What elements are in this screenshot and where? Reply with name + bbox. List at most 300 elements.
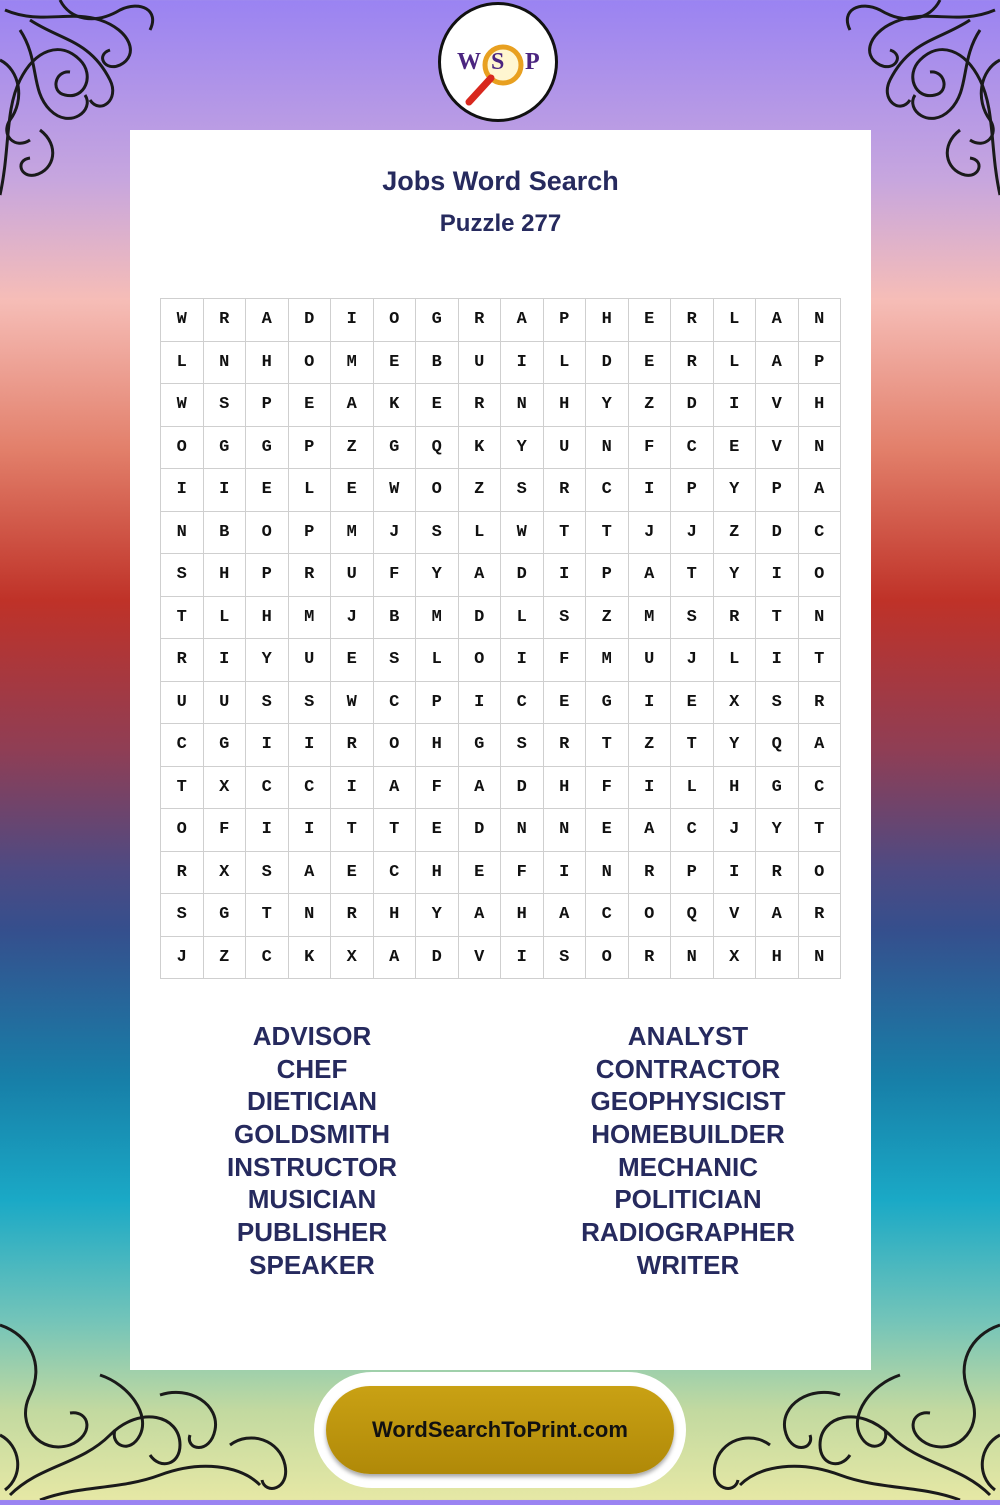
grid-cell[interactable]: Z <box>628 724 671 767</box>
grid-cell[interactable]: W <box>331 681 374 724</box>
grid-cell[interactable]: R <box>331 724 374 767</box>
grid-cell[interactable]: L <box>203 596 246 639</box>
letter-grid <box>160 298 841 979</box>
grid-cell[interactable]: E <box>331 851 374 894</box>
grid-cell[interactable]: P <box>416 681 459 724</box>
grid-cell[interactable]: A <box>756 894 799 937</box>
grid-cell[interactable]: E <box>331 469 374 512</box>
grid-cell[interactable]: J <box>713 809 756 852</box>
grid-cell[interactable]: Y <box>416 554 459 597</box>
site-logo[interactable] <box>438 2 558 122</box>
grid-cell[interactable]: C <box>671 809 714 852</box>
grid-cell[interactable]: R <box>628 936 671 979</box>
grid-row <box>161 724 841 767</box>
grid-cell[interactable]: H <box>543 384 586 427</box>
word-list-item: PUBLISHER <box>236 1217 388 1248</box>
grid-cell[interactable]: G <box>246 426 289 469</box>
grid-cell[interactable]: Z <box>458 469 501 512</box>
grid-cell[interactable]: P <box>288 426 331 469</box>
grid-cell[interactable]: P <box>246 554 289 597</box>
grid-cell[interactable]: E <box>586 809 629 852</box>
grid-cell[interactable]: R <box>458 299 501 342</box>
grid-cell[interactable]: A <box>798 724 841 767</box>
grid-row <box>161 809 841 852</box>
grid-cell[interactable]: D <box>288 299 331 342</box>
grid-cell[interactable]: T <box>543 511 586 554</box>
grid-cell[interactable]: F <box>543 639 586 682</box>
grid-cell[interactable]: N <box>798 596 841 639</box>
grid-cell[interactable]: O <box>586 936 629 979</box>
grid-cell[interactable]: I <box>501 936 544 979</box>
grid-cell[interactable]: J <box>628 511 671 554</box>
grid-cell[interactable]: Y <box>756 809 799 852</box>
grid-cell[interactable]: L <box>161 341 204 384</box>
grid-cell[interactable]: I <box>288 724 331 767</box>
grid-cell[interactable]: L <box>543 341 586 384</box>
grid-cell[interactable]: B <box>203 511 246 554</box>
grid-cell[interactable]: J <box>373 511 416 554</box>
grid-cell[interactable]: I <box>501 341 544 384</box>
grid-cell[interactable]: R <box>458 384 501 427</box>
grid-cell[interactable]: Z <box>713 511 756 554</box>
grid-cell[interactable]: N <box>501 809 544 852</box>
word-list-item: SPEAKER <box>249 1249 375 1280</box>
grid-cell[interactable]: U <box>288 639 331 682</box>
grid-cell[interactable]: J <box>671 639 714 682</box>
grid-cell[interactable]: E <box>628 341 671 384</box>
grid-cell[interactable]: A <box>543 894 586 937</box>
grid-cell[interactable]: R <box>161 851 204 894</box>
grid-row <box>161 766 841 809</box>
grid-cell[interactable]: A <box>756 341 799 384</box>
site-link-button[interactable] <box>326 1386 674 1474</box>
grid-cell[interactable]: S <box>246 681 289 724</box>
grid-cell[interactable]: P <box>756 469 799 512</box>
grid-row <box>161 426 841 469</box>
grid-cell[interactable]: V <box>458 936 501 979</box>
grid-cell[interactable]: D <box>756 511 799 554</box>
logo-letter-s: S <box>491 49 505 75</box>
grid-row <box>161 596 841 639</box>
grid-cell[interactable]: A <box>288 851 331 894</box>
grid-cell[interactable]: S <box>501 469 544 512</box>
grid-cell[interactable]: I <box>756 554 799 597</box>
grid-cell[interactable]: A <box>373 766 416 809</box>
word-list-item: DIETICIAN <box>247 1086 377 1117</box>
grid-cell[interactable]: L <box>713 341 756 384</box>
grid-cell[interactable]: E <box>458 851 501 894</box>
grid-cell[interactable]: E <box>373 341 416 384</box>
grid-cell[interactable]: X <box>203 766 246 809</box>
grid-cell[interactable]: E <box>628 299 671 342</box>
grid-cell[interactable]: O <box>288 341 331 384</box>
grid-cell[interactable]: C <box>798 511 841 554</box>
grid-cell[interactable]: F <box>416 766 459 809</box>
grid-cell[interactable]: D <box>458 596 501 639</box>
grid-cell[interactable]: Q <box>416 426 459 469</box>
grid-cell[interactable]: A <box>628 809 671 852</box>
grid-cell[interactable]: U <box>458 341 501 384</box>
grid-cell[interactable]: I <box>501 639 544 682</box>
grid-cell[interactable]: O <box>373 724 416 767</box>
grid-cell[interactable]: C <box>288 766 331 809</box>
grid-cell[interactable]: V <box>713 894 756 937</box>
grid-cell[interactable]: Y <box>246 639 289 682</box>
grid-cell[interactable]: K <box>458 426 501 469</box>
grid-cell[interactable]: W <box>161 384 204 427</box>
grid-cell[interactable]: C <box>373 851 416 894</box>
grid-row <box>161 894 841 937</box>
grid-cell[interactable]: A <box>458 894 501 937</box>
grid-row <box>161 341 841 384</box>
grid-cell[interactable]: A <box>373 936 416 979</box>
grid-cell[interactable]: N <box>671 936 714 979</box>
puzzle-number: Puzzle 277 <box>439 210 562 237</box>
word-list-item: CONTRACTOR <box>595 1053 781 1084</box>
grid-cell[interactable]: T <box>331 809 374 852</box>
grid-cell[interactable]: S <box>416 511 459 554</box>
logo-letter-w: W <box>457 49 481 75</box>
grid-cell[interactable]: P <box>586 554 629 597</box>
grid-cell[interactable]: S <box>203 384 246 427</box>
grid-cell[interactable]: A <box>458 554 501 597</box>
grid-cell[interactable]: F <box>203 809 246 852</box>
site-link-label: WordSearchToPrint.com <box>372 1417 628 1442</box>
grid-cell[interactable]: H <box>246 596 289 639</box>
grid-cell[interactable]: T <box>586 724 629 767</box>
grid-cell[interactable]: G <box>373 426 416 469</box>
grid-cell[interactable]: T <box>161 596 204 639</box>
grid-cell[interactable]: H <box>501 894 544 937</box>
grid-cell[interactable]: X <box>713 681 756 724</box>
grid-cell[interactable]: F <box>501 851 544 894</box>
word-list-item: INSTRUCTOR <box>227 1151 397 1182</box>
grid-cell[interactable]: H <box>373 894 416 937</box>
grid-cell[interactable]: E <box>671 681 714 724</box>
grid-cell[interactable]: P <box>798 341 841 384</box>
grid-cell[interactable]: S <box>671 596 714 639</box>
grid-cell[interactable]: S <box>246 851 289 894</box>
grid-cell[interactable]: E <box>331 639 374 682</box>
word-list-item: GEOPHYSICIST <box>590 1086 786 1117</box>
grid-cell[interactable]: T <box>246 894 289 937</box>
logo-letter-p: P <box>525 49 540 75</box>
grid-cell[interactable]: P <box>246 384 289 427</box>
grid-cell[interactable]: F <box>628 426 671 469</box>
grid-cell[interactable]: N <box>203 341 246 384</box>
grid-cell[interactable]: C <box>501 681 544 724</box>
grid-cell[interactable]: P <box>671 469 714 512</box>
grid-row <box>161 681 841 724</box>
grid-cell[interactable]: A <box>458 766 501 809</box>
grid-cell[interactable]: L <box>288 469 331 512</box>
grid-cell[interactable]: Z <box>203 936 246 979</box>
grid-cell[interactable]: U <box>543 426 586 469</box>
grid-cell[interactable]: I <box>628 766 671 809</box>
grid-cell[interactable]: I <box>756 639 799 682</box>
grid-cell[interactable]: R <box>543 724 586 767</box>
grid-cell[interactable]: C <box>671 426 714 469</box>
grid-cell[interactable]: E <box>713 426 756 469</box>
grid-cell[interactable]: T <box>373 809 416 852</box>
grid-cell[interactable]: G <box>203 426 246 469</box>
grid-cell[interactable]: C <box>586 469 629 512</box>
grid-cell[interactable]: I <box>628 681 671 724</box>
grid-cell[interactable]: C <box>798 766 841 809</box>
grid-row <box>161 384 841 427</box>
grid-cell[interactable]: H <box>798 384 841 427</box>
grid-cell[interactable]: P <box>671 851 714 894</box>
grid-cell[interactable]: K <box>373 384 416 427</box>
grid-cell[interactable]: X <box>713 936 756 979</box>
grid-cell[interactable]: Q <box>756 724 799 767</box>
grid-row <box>161 554 841 597</box>
grid-cell[interactable]: M <box>331 341 374 384</box>
grid-cell[interactable]: I <box>628 469 671 512</box>
grid-cell[interactable]: A <box>331 384 374 427</box>
word-list-item: ADVISOR <box>252 1021 372 1051</box>
grid-cell[interactable]: I <box>203 639 246 682</box>
grid-cell[interactable]: N <box>798 299 841 342</box>
grid-cell[interactable]: Q <box>671 894 714 937</box>
grid-cell[interactable]: H <box>756 936 799 979</box>
grid-cell[interactable]: Y <box>416 894 459 937</box>
grid-cell[interactable]: D <box>416 936 459 979</box>
grid-cell[interactable]: N <box>586 426 629 469</box>
grid-cell[interactable]: E <box>246 469 289 512</box>
grid-cell[interactable]: O <box>798 851 841 894</box>
grid-cell[interactable]: K <box>288 936 331 979</box>
grid-cell[interactable]: T <box>798 809 841 852</box>
grid-cell[interactable]: T <box>161 766 204 809</box>
grid-cell[interactable]: R <box>671 341 714 384</box>
grid-cell[interactable]: S <box>161 554 204 597</box>
grid-cell[interactable]: T <box>671 554 714 597</box>
grid-cell[interactable]: V <box>756 426 799 469</box>
grid-cell[interactable]: D <box>671 384 714 427</box>
grid-cell[interactable]: S <box>501 724 544 767</box>
grid-cell[interactable]: R <box>671 299 714 342</box>
grid-cell[interactable]: M <box>416 596 459 639</box>
grid-cell[interactable]: O <box>161 809 204 852</box>
grid-cell[interactable]: I <box>246 809 289 852</box>
grid-cell[interactable]: O <box>161 426 204 469</box>
grid-cell[interactable]: G <box>203 894 246 937</box>
grid-cell[interactable]: N <box>798 426 841 469</box>
grid-cell[interactable]: H <box>416 724 459 767</box>
grid-cell[interactable]: A <box>756 299 799 342</box>
grid-cell[interactable]: O <box>798 554 841 597</box>
grid-row <box>161 851 841 894</box>
grid-cell[interactable]: U <box>203 681 246 724</box>
grid-cell[interactable]: R <box>798 894 841 937</box>
grid-cell[interactable]: N <box>288 894 331 937</box>
grid-cell[interactable]: D <box>458 809 501 852</box>
grid-cell[interactable]: D <box>501 766 544 809</box>
grid-cell[interactable]: L <box>713 639 756 682</box>
grid-cell[interactable]: G <box>756 766 799 809</box>
grid-cell[interactable]: S <box>373 639 416 682</box>
grid-cell[interactable]: Y <box>713 469 756 512</box>
grid-cell[interactable]: Y <box>501 426 544 469</box>
grid-cell[interactable]: B <box>416 341 459 384</box>
grid-cell[interactable]: N <box>586 851 629 894</box>
grid-cell[interactable]: C <box>246 766 289 809</box>
grid-cell[interactable]: I <box>543 554 586 597</box>
grid-cell[interactable]: M <box>586 639 629 682</box>
grid-cell[interactable]: S <box>756 681 799 724</box>
grid-cell[interactable]: S <box>543 936 586 979</box>
grid-cell[interactable]: R <box>161 639 204 682</box>
grid-cell[interactable]: A <box>246 299 289 342</box>
grid-row <box>161 469 841 512</box>
word-list-item: MUSICIAN <box>247 1184 377 1215</box>
grid-cell[interactable]: M <box>628 596 671 639</box>
grid-cell[interactable]: O <box>246 511 289 554</box>
grid-cell[interactable]: R <box>798 681 841 724</box>
grid-cell[interactable]: L <box>458 511 501 554</box>
grid-cell[interactable]: H <box>203 554 246 597</box>
grid-cell[interactable]: E <box>416 809 459 852</box>
grid-cell[interactable]: W <box>501 511 544 554</box>
grid-cell[interactable]: Z <box>628 384 671 427</box>
grid-cell[interactable]: F <box>586 766 629 809</box>
grid-cell[interactable]: Z <box>331 426 374 469</box>
word-list-item: HOMEBUILDER <box>591 1119 785 1150</box>
grid-cell[interactable]: C <box>373 681 416 724</box>
grid-cell[interactable]: H <box>246 341 289 384</box>
grid-cell[interactable]: G <box>458 724 501 767</box>
puzzle-panel <box>130 130 871 1370</box>
grid-cell[interactable]: I <box>543 851 586 894</box>
grid-cell[interactable]: I <box>161 469 204 512</box>
grid-cell[interactable]: T <box>756 596 799 639</box>
puzzle-title: Jobs Word Search <box>382 166 619 196</box>
grid-cell[interactable]: W <box>373 469 416 512</box>
grid-cell[interactable]: J <box>671 511 714 554</box>
grid-cell[interactable]: L <box>713 299 756 342</box>
grid-cell[interactable]: R <box>756 851 799 894</box>
grid-cell[interactable]: S <box>543 596 586 639</box>
grid-cell[interactable]: S <box>161 894 204 937</box>
grid-cell[interactable]: I <box>713 851 756 894</box>
grid-cell[interactable]: V <box>756 384 799 427</box>
grid-cell[interactable]: P <box>288 511 331 554</box>
grid-cell[interactable]: P <box>543 299 586 342</box>
grid-cell[interactable]: Z <box>586 596 629 639</box>
grid-cell[interactable]: C <box>161 724 204 767</box>
site-link-frame <box>314 1372 686 1488</box>
grid-cell[interactable]: N <box>798 936 841 979</box>
grid-cell[interactable]: L <box>416 639 459 682</box>
grid-cell[interactable]: A <box>628 554 671 597</box>
grid-cell[interactable]: I <box>331 299 374 342</box>
grid-cell[interactable]: G <box>203 724 246 767</box>
grid-cell[interactable]: W <box>161 299 204 342</box>
grid-cell[interactable]: A <box>798 469 841 512</box>
grid-cell[interactable]: M <box>331 511 374 554</box>
word-list-item: GOLDSMITH <box>234 1119 390 1150</box>
grid-cell[interactable]: O <box>416 469 459 512</box>
grid-cell[interactable]: R <box>628 851 671 894</box>
grid-cell[interactable]: H <box>416 851 459 894</box>
grid-cell[interactable]: F <box>373 554 416 597</box>
grid-cell[interactable]: O <box>458 639 501 682</box>
word-list-item: WRITER <box>636 1249 740 1280</box>
grid-cell[interactable]: C <box>586 894 629 937</box>
word-list-item: CHEF <box>276 1053 348 1084</box>
grid-cell[interactable]: N <box>501 384 544 427</box>
grid-row <box>161 936 841 979</box>
grid-cell[interactable]: E <box>288 384 331 427</box>
grid-cell[interactable]: R <box>203 299 246 342</box>
grid-cell[interactable]: U <box>161 681 204 724</box>
grid-cell[interactable]: N <box>543 809 586 852</box>
grid-cell[interactable]: R <box>288 554 331 597</box>
grid-cell[interactable]: R <box>713 596 756 639</box>
grid-cell[interactable]: X <box>331 936 374 979</box>
grid-row <box>161 639 841 682</box>
grid-cell[interactable]: G <box>586 681 629 724</box>
grid-cell[interactable]: I <box>246 724 289 767</box>
grid-cell[interactable]: J <box>161 936 204 979</box>
grid-cell[interactable]: U <box>331 554 374 597</box>
grid-cell[interactable]: H <box>586 299 629 342</box>
grid-cell[interactable]: S <box>288 681 331 724</box>
grid-cell[interactable]: T <box>586 511 629 554</box>
grid-cell[interactable]: N <box>161 511 204 554</box>
word-list-right <box>538 1020 838 1282</box>
grid-cell[interactable]: I <box>331 766 374 809</box>
grid-cell[interactable]: T <box>671 724 714 767</box>
grid-cell[interactable]: O <box>373 299 416 342</box>
grid-cell[interactable]: O <box>628 894 671 937</box>
grid-row <box>161 299 841 342</box>
grid-cell[interactable]: C <box>246 936 289 979</box>
word-list-left <box>162 1020 462 1282</box>
grid-cell[interactable]: H <box>713 766 756 809</box>
grid-cell[interactable]: D <box>501 554 544 597</box>
grid-cell[interactable]: G <box>416 299 459 342</box>
word-list-item: RADIOGRAPHER <box>581 1217 795 1248</box>
grid-cell[interactable]: R <box>543 469 586 512</box>
grid-cell[interactable]: I <box>203 469 246 512</box>
grid-cell[interactable]: A <box>501 299 544 342</box>
word-list-item: POLITICIAN <box>614 1184 762 1215</box>
grid-cell[interactable]: I <box>288 809 331 852</box>
word-list-item: MECHANIC <box>617 1151 759 1182</box>
grid-cell[interactable]: L <box>671 766 714 809</box>
grid-cell[interactable]: X <box>203 851 246 894</box>
grid-cell[interactable]: M <box>288 596 331 639</box>
grid-cell[interactable]: B <box>373 596 416 639</box>
grid-cell[interactable]: E <box>416 384 459 427</box>
grid-cell[interactable]: Y <box>713 554 756 597</box>
grid-cell[interactable]: T <box>798 639 841 682</box>
grid-cell[interactable]: E <box>543 681 586 724</box>
grid-cell[interactable]: H <box>543 766 586 809</box>
grid-cell[interactable]: R <box>331 894 374 937</box>
grid-cell[interactable]: I <box>458 681 501 724</box>
grid-cell[interactable]: Y <box>713 724 756 767</box>
grid-cell[interactable]: J <box>331 596 374 639</box>
grid-cell[interactable]: I <box>713 384 756 427</box>
grid-cell[interactable]: U <box>628 639 671 682</box>
grid-cell[interactable]: Y <box>586 384 629 427</box>
grid-cell[interactable]: D <box>586 341 629 384</box>
grid-row <box>161 511 841 554</box>
grid-cell[interactable]: L <box>501 596 544 639</box>
